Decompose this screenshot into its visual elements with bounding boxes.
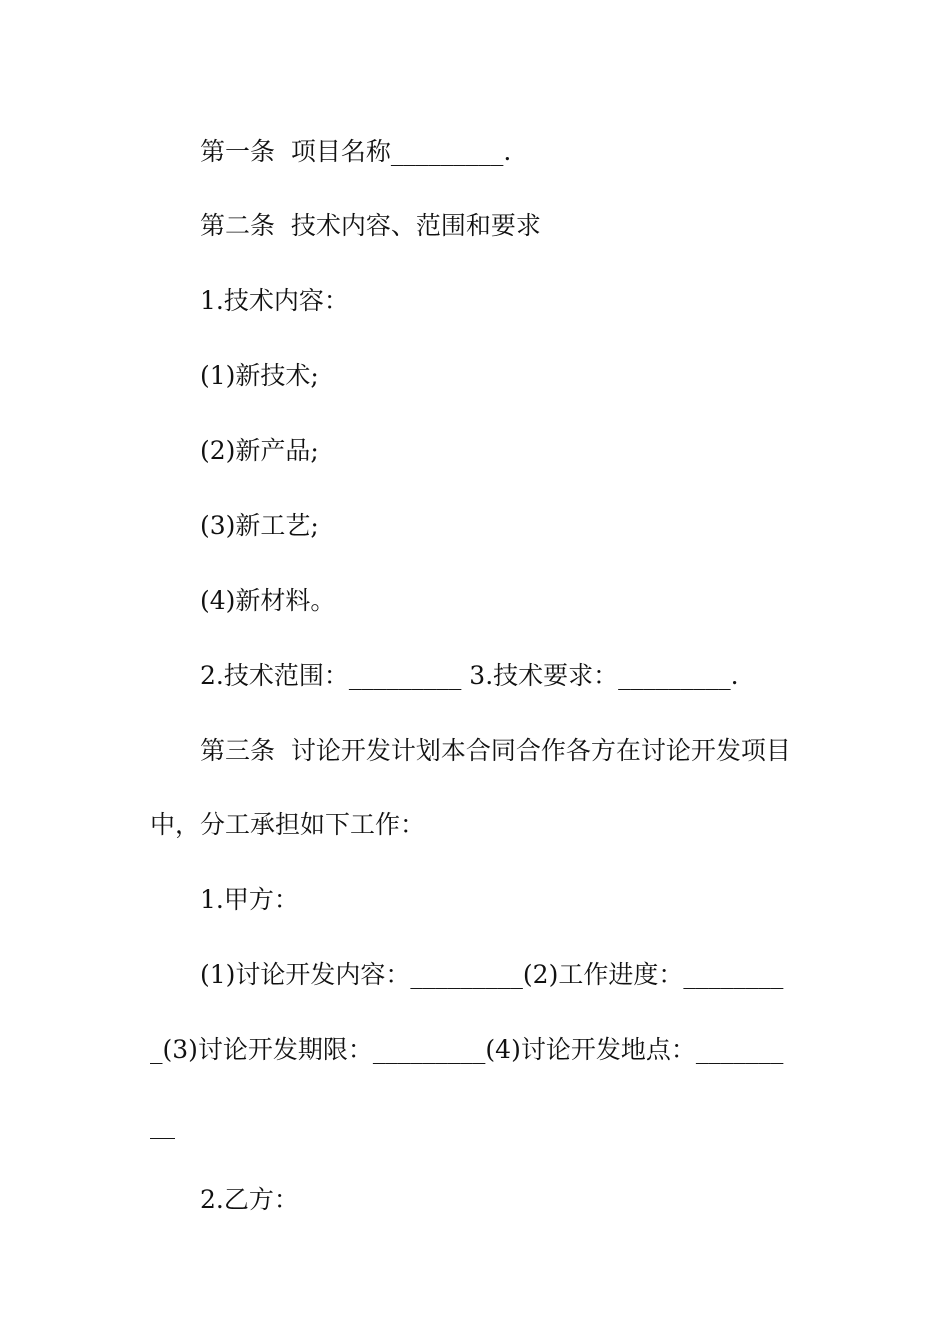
article-1-project-name: 第一条 项目名称_________. [200,137,512,166]
party-a-heading: 1.甲方： [200,885,299,914]
party-b-heading: 2.乙方： [200,1185,299,1214]
party-a-items-line-2: _(3)讨论开发期限：_________(4)讨论开发地点：_______ [150,1035,784,1064]
article-3-paragraph-continued: 中，分工承担如下工作： [150,810,426,839]
article-3-paragraph-start: 第三条 讨论开发计划本合同合作各方在讨论开发项目 [200,736,791,765]
party-a-items-line-1: (1)讨论开发内容：_________(2)工作进度：________ [200,960,784,989]
tech-scope-and-requirements: 2.技术范围：_________ 3.技术要求：_________. [200,661,739,690]
list-item-new-material: (4)新材料。 [200,586,336,615]
list-item-new-product: (2)新产品; [200,436,319,465]
article-2-heading: 第二条 技术内容、范围和要求 [200,211,541,240]
party-a-items-line-3: __ [150,1110,175,1139]
tech-content-heading: 1.技术内容： [200,286,349,315]
list-item-new-process: (3)新工艺; [200,511,319,540]
list-item-new-technology: (1)新技术; [200,361,319,390]
